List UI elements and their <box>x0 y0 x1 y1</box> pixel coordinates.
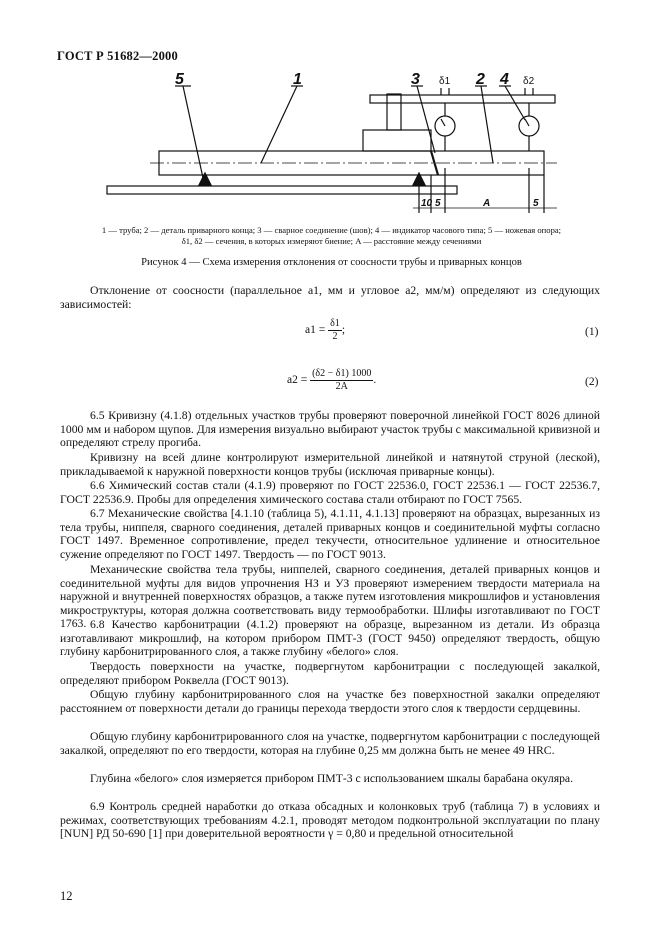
measurement-scheme-figure <box>95 68 565 216</box>
paragraph-white-layer: Глубина «белого» слоя измеряется прибором ПМТ-3 с использованием шкалы барабана окуляра. <box>90 772 574 785</box>
formula-2-number: (2) <box>585 376 599 388</box>
page-number: 12 <box>60 889 73 903</box>
callout-1: 1 <box>293 71 302 88</box>
figure-legend <box>60 225 603 247</box>
paragraph-6-5: 6.5 Кривизну (4.1.8) отдельных участков трубы проверяют поверочной линейкой ГОСТ 8026 длиной 1000 мм и набором щупов. Для измерения визуально выбирают участок трубы с максимальной кривизной и определяют стрелу прогиба. <box>60 409 600 450</box>
paragraph-6-9: 6.9 Контроль средней наработки до отказа обсадных и колонковых труб (таблица 7) в условиях и режимах, соответствующих требованиям 4.2.1, проводят методом подконтрольной эксплуатации по плану [NUN] РД 50-690 [1] при доверительной вероятности γ = 0,80 и предельной относительной <box>60 800 600 841</box>
paragraph-surface-hardness: Твердость поверхности на участке, подвергнутом карбонитрации с последующей закалкой, определяют прибором Роквелла (ГОСТ 9013). <box>60 660 600 687</box>
formula-2-lhs: a2 = <box>287 374 308 387</box>
figure-caption: Рисунок 4 — Схема измерения отклонения от соосности трубы и приварных концов <box>141 257 522 268</box>
paragraph-curvature: Кривизну на всей длине контролируют измерительной линейкой и натянутой струной (леской), прикладываемой к наружной поверхности концов трубы (исключая приварные концы). <box>60 451 600 478</box>
dim-10: 10 <box>421 198 433 209</box>
formula-2 <box>287 368 376 393</box>
legend-line-1: 1 — труба; 2 — деталь приварного конца; 3 — сварное соединение (шов); 4 — индикатор часового типа; 5 — ножевая опора; <box>101 225 562 235</box>
paragraph-6-8: 6.8 Качество карбонитрации (4.1.2) проверяют на образце, вырезанном из детали. Из образца изготавливают микрошлиф, на котором прибором ПМТ-3 (ГОСТ 9450) определяют твердость, общую глубину карбонитрированного слоя, а также глубину «белого» слоя. <box>60 618 600 659</box>
paragraph-depth-quench: Общую глубину карбонитрированного слоя на участке, подвергнутом карбонитрации с последующей закалкой, определяют по его твердости, которая на глубине 0,25 мм должна быть не менее 49 HRC. <box>60 730 600 757</box>
callout-4: 4 <box>500 71 509 88</box>
callout-2: 2 <box>476 71 485 88</box>
dim-5-left: 5 <box>435 198 441 209</box>
formula-2-tail: . <box>373 374 377 387</box>
formula-1-number: (1) <box>585 326 599 338</box>
formula-1-numerator: δ1 <box>330 318 340 329</box>
legend-line-2: δ1, δ2 — сечения, в которых измеряют биение; A — расстояние между сечениями <box>181 236 482 246</box>
dim-a: A <box>483 198 491 209</box>
formula-1 <box>305 318 345 343</box>
callout-5: 5 <box>175 71 184 88</box>
base-plate <box>107 186 457 194</box>
indicator-rod <box>370 95 555 103</box>
paragraph-deviation-intro: Отклонение от соосности (параллельное a1, мм и угловое a2, мм/м) определяют из следующих зависимостей: <box>60 284 600 311</box>
gauge-label-delta2: δ2 <box>523 76 535 87</box>
formula-2-denominator: 2A <box>335 381 348 392</box>
paragraph-6-6: 6.6 Химический состав стали (4.1.9) проверяют по ГОСТ 22536.0, ГОСТ 22536.1 — ГОСТ 22536.7, ГОСТ 22536.9. Пробы для определения химического состава стали отбирают по ГОСТ 7565. <box>60 479 600 506</box>
callout-3: 3 <box>411 71 420 88</box>
dim-5-right: 5 <box>533 198 539 209</box>
document-header: ГОСТ Р 51682—2000 <box>57 49 178 63</box>
formula-2-numerator: (δ2 − δ1) 1000 <box>312 368 372 379</box>
formula-1-lhs: a1 = <box>305 324 326 337</box>
paragraph-mech-hardening: Механические свойства тела трубы, ниппелей, сварного соединения, деталей приварных концов и соединительной муфты для видов упрочнения НЗ и УЗ проверяют измерением твердости материала на наружной и внутренней поверхностях образцов, а также путем изготовления микрошлифов и установления микроструктуры, которая должна соответствовать виду термообработки. Шлифы изготавливают по ГОСТ 1763. <box>60 563 600 631</box>
paragraph-6-7: 6.7 Механические свойства [4.1.10 (таблица 5), 4.1.11, 4.1.13] проверяют на образцах, вырезанных из тела трубы, ниппеля, сварного соединения, деталей приварных концов и соединительной муфты согласно ГОСТ 1497. Временное сопротивление, предел текучести, относительное удлинение и относительное сужение определяют по ГОСТ 1497. Твердость — по ГОСТ 9013. <box>60 507 600 561</box>
clamp-block <box>363 130 431 151</box>
formula-1-denominator: 2 <box>332 331 338 342</box>
gauge-label-delta1: δ1 <box>439 76 451 87</box>
formula-1-tail: ; <box>341 324 346 337</box>
clamp-stem <box>387 94 401 130</box>
paragraph-depth-no-quench: Общую глубину карбонитрированного слоя на участке без поверхностной закалки определяют расстоянием от поверхности детали до границы перехода твердости этого слоя к твердости сердцевины. <box>60 688 600 715</box>
